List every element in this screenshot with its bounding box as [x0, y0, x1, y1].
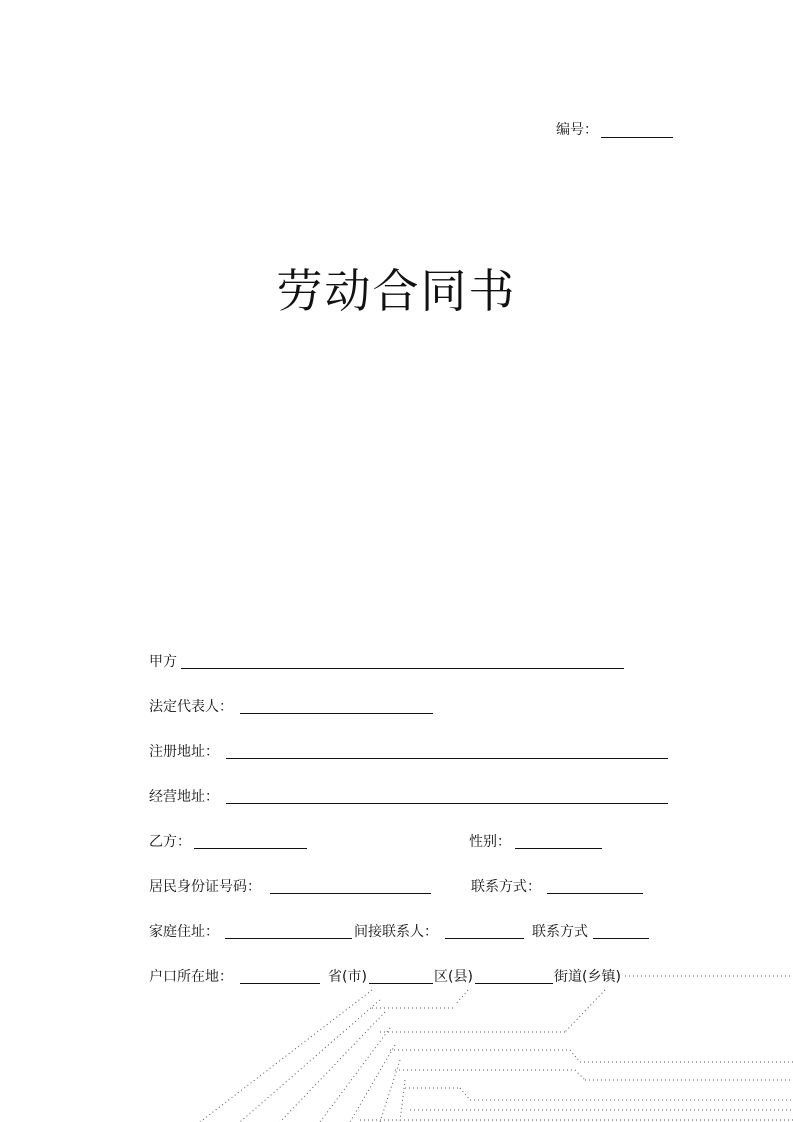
home-address-label: 家庭住址：	[149, 924, 219, 940]
gender-label: 性别：	[469, 834, 511, 850]
page-title: 劳动合同书	[276, 264, 517, 318]
party-b-label: 乙方：	[149, 834, 191, 850]
indirect-contact-label: 间接联系人：	[354, 924, 438, 940]
province-label: 省(市)	[328, 969, 367, 985]
district-label: 区(县)	[434, 969, 473, 985]
business-address-label: 经营地址：	[149, 789, 219, 805]
id-number-label: 居民身份证号码：	[149, 879, 261, 895]
registered-address-label: 注册地址：	[149, 744, 219, 760]
hukou-label: 户口所在地：	[149, 969, 233, 985]
street-label: 街道(乡镇)	[554, 969, 621, 985]
contract-number-label: 编号：	[556, 122, 598, 138]
contact2-label: 联系方式	[532, 924, 588, 940]
contact-label: 联系方式：	[471, 879, 541, 895]
legal-rep-label: 法定代表人：	[149, 699, 233, 715]
party-a-label: 甲方	[149, 654, 177, 670]
